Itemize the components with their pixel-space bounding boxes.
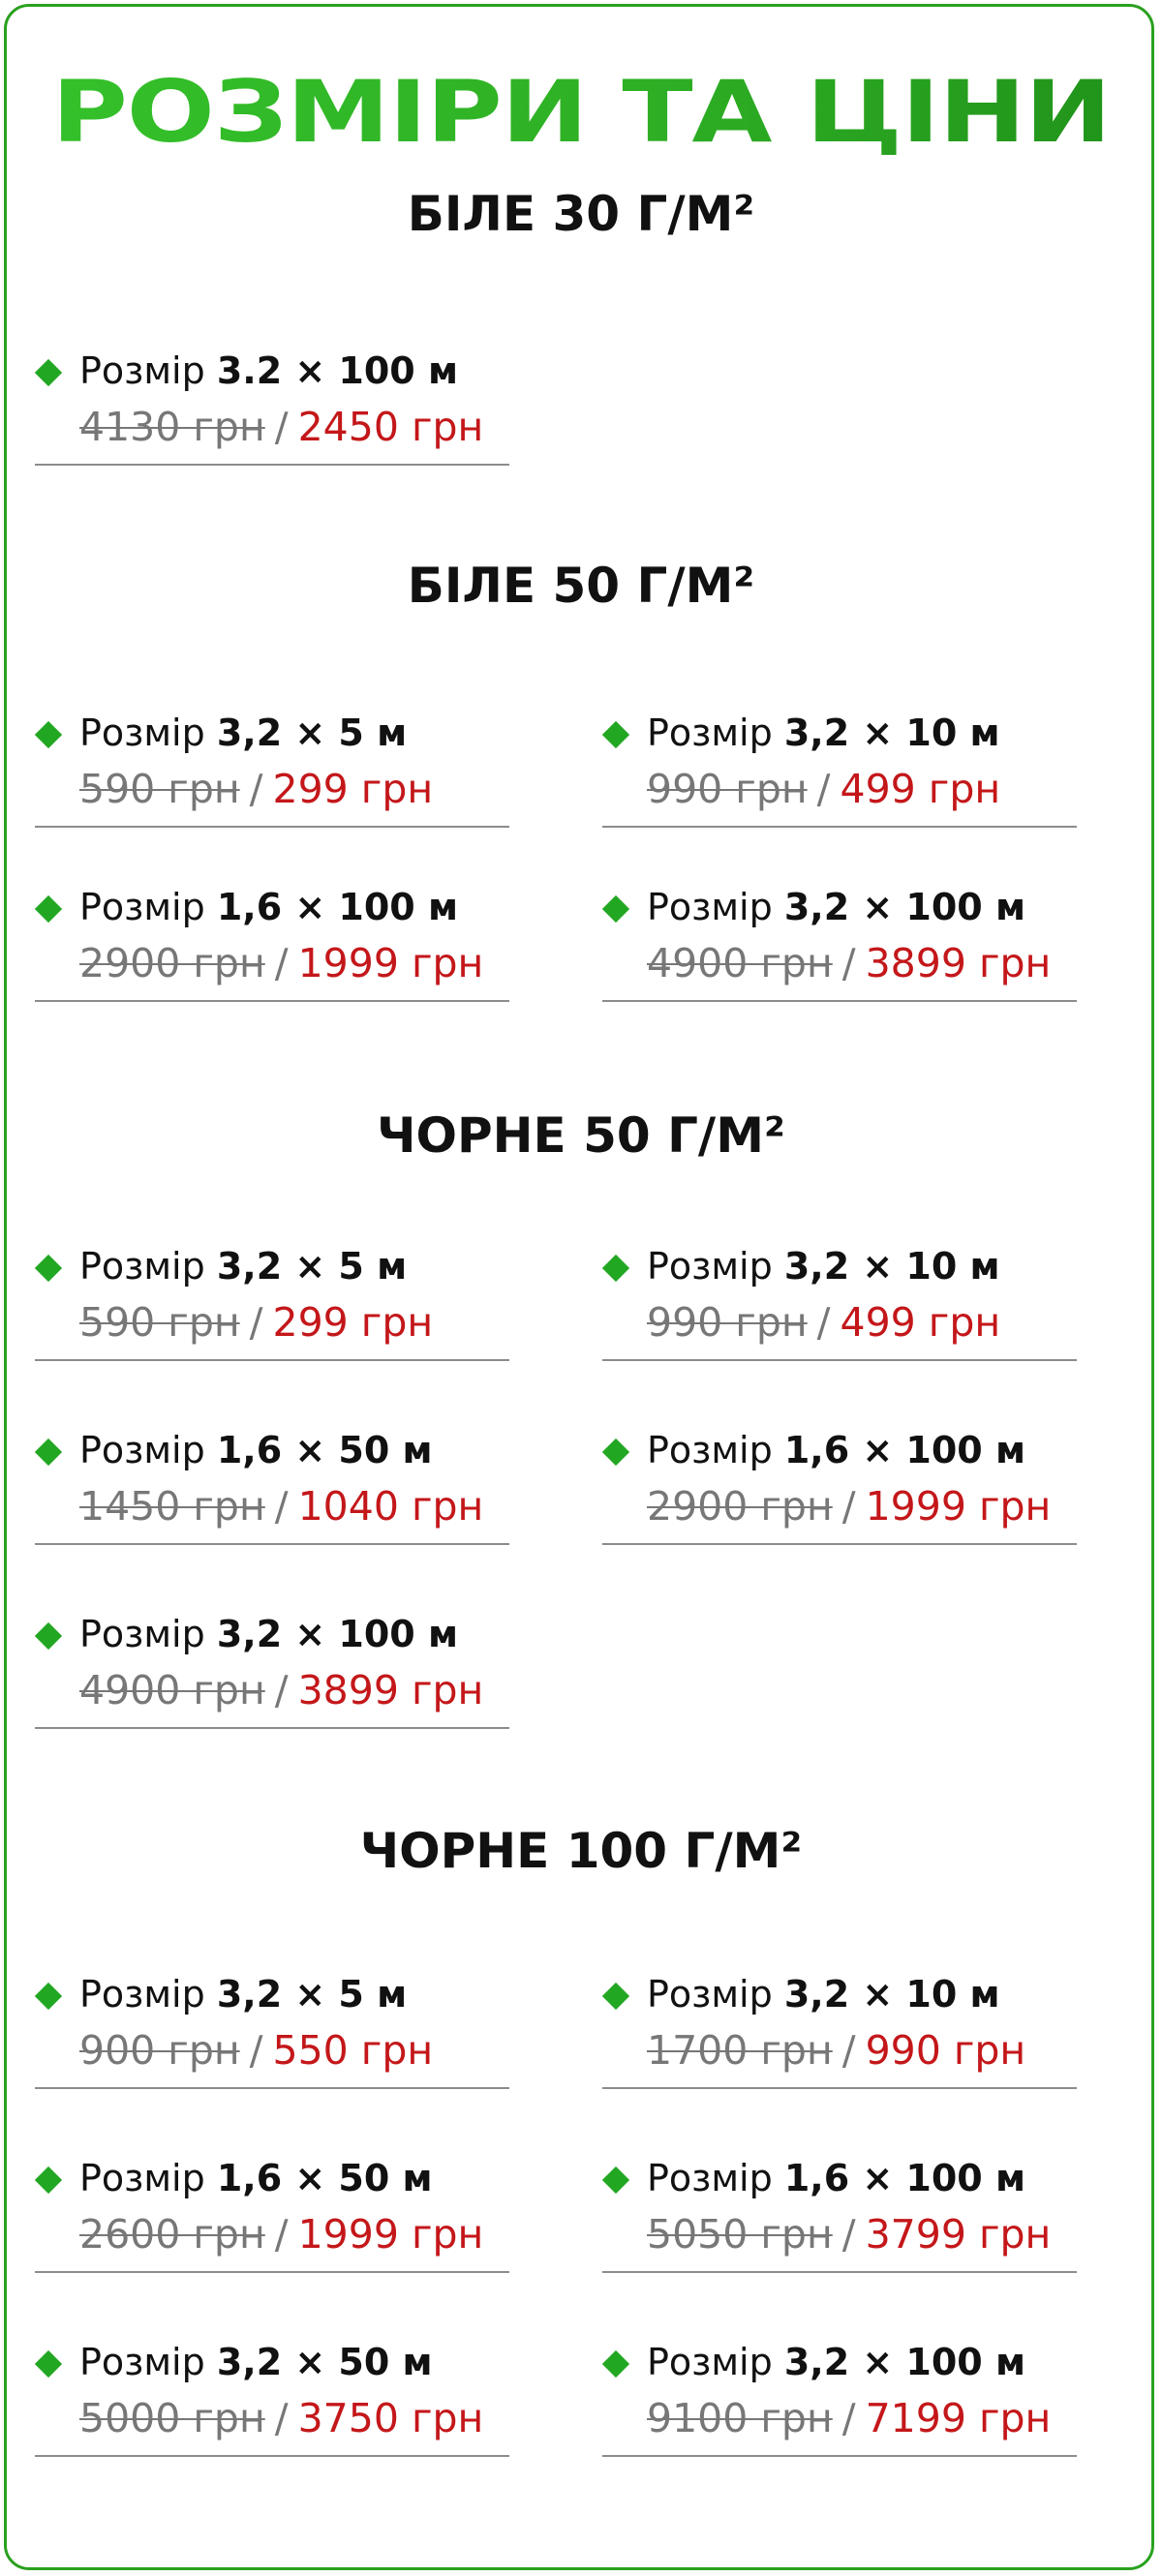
page-title: РОЗМІРИ ТА ЦІНИ xyxy=(0,70,1162,155)
section-heading-white-30: БІЛЕ 30 Г/М² xyxy=(407,186,755,242)
size-line: Розмір 3,2 × 50 м xyxy=(79,2341,433,2383)
size-line: Розмір 1,6 × 100 м xyxy=(647,1429,1026,1471)
old-price: 590 грн xyxy=(79,766,240,812)
price-item xyxy=(35,351,519,487)
price-item xyxy=(35,2343,519,2478)
price-separator: / xyxy=(274,404,289,450)
green-diamond-icon xyxy=(35,1622,62,1650)
old-price: 990 грн xyxy=(647,1299,808,1346)
size-line: Розмір 3,2 × 5 м xyxy=(79,1973,408,2015)
size-line: Розмір 3,2 × 5 м xyxy=(79,712,408,754)
price-item xyxy=(35,2159,519,2294)
new-price: 299 грн xyxy=(272,766,434,812)
size-line: Розмір 3,2 × 10 м xyxy=(647,712,1000,754)
old-price: 2900 грн xyxy=(647,1483,833,1530)
divider xyxy=(35,2087,509,2089)
price-item xyxy=(602,2343,1086,2478)
price-line xyxy=(647,768,1000,811)
old-price: 5050 грн xyxy=(647,2211,833,2258)
price-separator: / xyxy=(249,1299,263,1346)
price-line xyxy=(647,2029,1025,2073)
old-price: 2900 грн xyxy=(79,940,265,986)
green-diamond-icon xyxy=(35,1255,62,1282)
old-price: 990 грн xyxy=(647,766,808,812)
old-price: 4130 грн xyxy=(79,404,265,450)
size-line: Розмір 3,2 × 100 м xyxy=(79,1613,459,1655)
green-diamond-icon xyxy=(602,721,629,748)
price-separator: / xyxy=(274,2211,289,2258)
price-item xyxy=(602,713,1086,849)
green-diamond-icon xyxy=(602,2350,629,2378)
price-line xyxy=(79,406,483,449)
price-line xyxy=(79,942,483,985)
green-diamond-icon xyxy=(35,2167,62,2194)
green-diamond-icon xyxy=(35,2350,62,2378)
divider xyxy=(602,2455,1077,2457)
divider xyxy=(602,1359,1077,1361)
old-price: 9100 грн xyxy=(647,2395,833,2441)
price-line xyxy=(79,2397,483,2440)
green-diamond-icon xyxy=(35,721,62,748)
old-price: 4900 грн xyxy=(79,1667,265,1713)
size-line: Розмір 1,6 × 50 м xyxy=(79,2157,433,2199)
price-line xyxy=(647,1485,1051,1529)
size-line: Розмір 3,2 × 10 м xyxy=(647,1245,1000,1288)
divider xyxy=(602,826,1077,828)
divider xyxy=(35,1359,509,1361)
divider xyxy=(602,1543,1077,1545)
price-line xyxy=(647,2213,1051,2257)
price-line xyxy=(79,1485,483,1529)
green-diamond-icon xyxy=(602,1439,629,1466)
new-price: 3750 грн xyxy=(297,2395,484,2441)
new-price: 1999 грн xyxy=(297,940,484,986)
price-line xyxy=(79,2029,433,2073)
green-diamond-icon xyxy=(602,2167,629,2194)
price-separator: / xyxy=(249,766,263,812)
price-separator: / xyxy=(841,940,856,986)
price-item xyxy=(35,1975,519,2110)
size-line: Розмір 3,2 × 100 м xyxy=(647,886,1026,928)
price-item xyxy=(602,2159,1086,2294)
green-diamond-icon xyxy=(35,1983,62,2010)
divider xyxy=(35,2455,509,2457)
price-line xyxy=(79,1301,433,1345)
size-line: Розмір 3.2 × 100 м xyxy=(79,349,459,392)
price-line xyxy=(647,1301,1000,1345)
size-line: Розмір 1,6 × 100 м xyxy=(647,2157,1026,2199)
size-line: Розмір 3,2 × 10 м xyxy=(647,1973,1000,2015)
price-item xyxy=(35,1431,519,1566)
green-diamond-icon xyxy=(35,1439,62,1466)
new-price: 499 грн xyxy=(840,1299,1001,1346)
price-separator: / xyxy=(274,1483,289,1530)
price-separator: / xyxy=(274,1667,289,1713)
price-separator: / xyxy=(816,766,831,812)
price-separator: / xyxy=(274,940,289,986)
new-price: 990 грн xyxy=(865,2027,1026,2074)
new-price: 3899 грн xyxy=(297,1667,484,1713)
price-separator: / xyxy=(841,1483,856,1530)
green-diamond-icon xyxy=(35,359,62,386)
green-diamond-icon xyxy=(602,1255,629,1282)
new-price: 1999 грн xyxy=(865,1483,1052,1530)
price-item xyxy=(602,1431,1086,1566)
new-price: 3799 грн xyxy=(865,2211,1052,2258)
size-line: Розмір 3,2 × 100 м xyxy=(647,2341,1026,2383)
divider xyxy=(602,2087,1077,2089)
new-price: 499 грн xyxy=(840,766,1001,812)
new-price: 550 грн xyxy=(272,2027,434,2074)
divider xyxy=(35,1543,509,1545)
divider xyxy=(602,2271,1077,2273)
price-item xyxy=(35,713,519,849)
price-separator: / xyxy=(841,2211,856,2258)
divider xyxy=(602,1000,1077,1002)
old-price: 5000 грн xyxy=(79,2395,265,2441)
green-diamond-icon xyxy=(602,1983,629,2010)
new-price: 299 грн xyxy=(272,1299,434,1346)
price-item xyxy=(35,1615,519,1750)
size-line: Розмір 1,6 × 50 м xyxy=(79,1429,433,1471)
divider xyxy=(35,464,509,466)
new-price: 1999 грн xyxy=(297,2211,484,2258)
price-separator: / xyxy=(841,2395,856,2441)
price-separator: / xyxy=(249,2027,263,2074)
old-price: 1700 грн xyxy=(647,2027,833,2074)
price-line xyxy=(79,1669,483,1712)
old-price: 900 грн xyxy=(79,2027,240,2074)
price-line xyxy=(79,768,433,811)
price-item xyxy=(35,888,519,1023)
old-price: 590 грн xyxy=(79,1299,240,1346)
price-line xyxy=(79,2213,483,2257)
size-line: Розмір 3,2 × 5 м xyxy=(79,1245,408,1288)
new-price: 3899 грн xyxy=(865,940,1052,986)
old-price: 2600 грн xyxy=(79,2211,265,2258)
price-item xyxy=(35,1247,519,1382)
green-diamond-icon xyxy=(602,895,629,923)
old-price: 1450 грн xyxy=(79,1483,265,1530)
size-line: Розмір 1,6 × 100 м xyxy=(79,886,459,928)
new-price: 2450 грн xyxy=(297,404,484,450)
green-diamond-icon xyxy=(35,895,62,923)
price-separator: / xyxy=(274,2395,289,2441)
divider xyxy=(35,1000,509,1002)
new-price: 7199 грн xyxy=(865,2395,1052,2441)
divider xyxy=(35,826,509,828)
price-separator: / xyxy=(816,1299,831,1346)
price-line xyxy=(647,942,1051,985)
price-line xyxy=(647,2397,1051,2440)
divider xyxy=(35,1727,509,1729)
old-price: 4900 грн xyxy=(647,940,833,986)
section-heading-black-50: ЧОРНЕ 50 Г/М² xyxy=(377,1107,785,1164)
price-item xyxy=(602,1975,1086,2110)
new-price: 1040 грн xyxy=(297,1483,484,1530)
price-item xyxy=(602,1247,1086,1382)
section-heading-black-100: ЧОРНЕ 100 Г/М² xyxy=(359,1823,803,1879)
price-separator: / xyxy=(841,2027,856,2074)
section-heading-white-50: БІЛЕ 50 Г/М² xyxy=(407,558,755,614)
price-item xyxy=(602,888,1086,1023)
divider xyxy=(35,2271,509,2273)
